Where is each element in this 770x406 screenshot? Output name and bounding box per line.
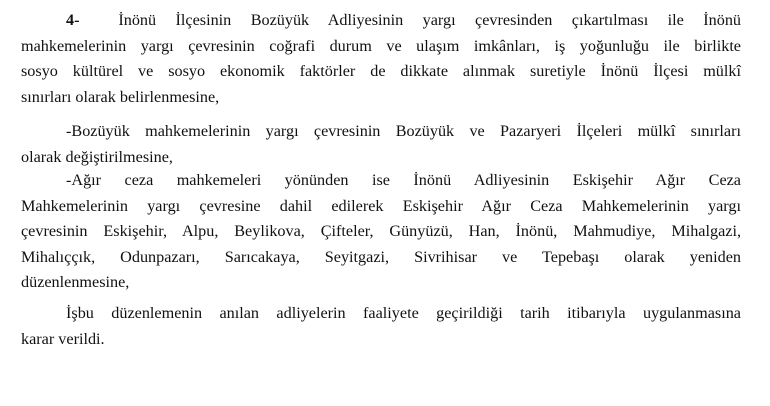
paragraph-line: sosyo kültürel ve sosyo ekonomik faktörler de dikkate alınmak suretiyle İnönü İlçesi mülkî: [21, 62, 741, 80]
paragraph-line: mahkemelerinin yargı çevresinin coğrafi durum ve ulaşım imkânları, iş yoğunluğu ile birlikte: [21, 36, 741, 55]
paragraph-line: Mihalıççık, Odunpazarı, Sarıcakaya, Seyitgazi, Sivrihisar ve Tepebaşı olarak yeniden: [21, 247, 741, 266]
paragraph-line: karar verildi.: [21, 329, 105, 348]
paragraph-line-text: İnönü İlçesinin Bozüyük Adliyesinin yargı çevresinden çıkartılması ile İnönü: [118, 11, 742, 29]
paragraph-line: sınırları olarak belirlenmesine,: [21, 87, 220, 106]
paragraph-line: -Ağır ceza mahkemeleri yönünden ise İnönü Adliyesinin Eskişehir Ağır Ceza: [66, 171, 741, 189]
paragraph-line: çevresinin Eskişehir, Alpu, Beylikova, Çifteler, Günyüzü, Han, İnönü, Mahmudiye, Mihalgazi,: [21, 222, 741, 240]
paragraph-agir-ceza: [21, 168, 741, 296]
paragraph-line: Mahkemelerinin yargı çevresine dahil edilerek Eskişehir Ağır Ceza Mahkemelerinin yargı: [21, 196, 741, 215]
paragraph-line: olarak değiştirilmesine,: [21, 147, 173, 166]
item-number: 4-: [66, 11, 80, 29]
paragraph-line: düzenlenmesine,: [21, 273, 130, 291]
paragraph-line: -Bozüyük mahkemelerinin yargı çevresinin Bozüyük ve Pazaryeri İlçeleri mülkî sınırları: [66, 122, 741, 140]
paragraph-line: [21, 8, 741, 34]
paragraph-bozuyuk: [21, 119, 741, 170]
paragraph-decision: [21, 301, 741, 352]
paragraph-item-4: [21, 8, 741, 110]
paragraph-line: İşbu düzenlemenin anılan adliyelerin faaliyete geçirildiği tarih itibarıyla uygulanmasına: [66, 304, 741, 322]
